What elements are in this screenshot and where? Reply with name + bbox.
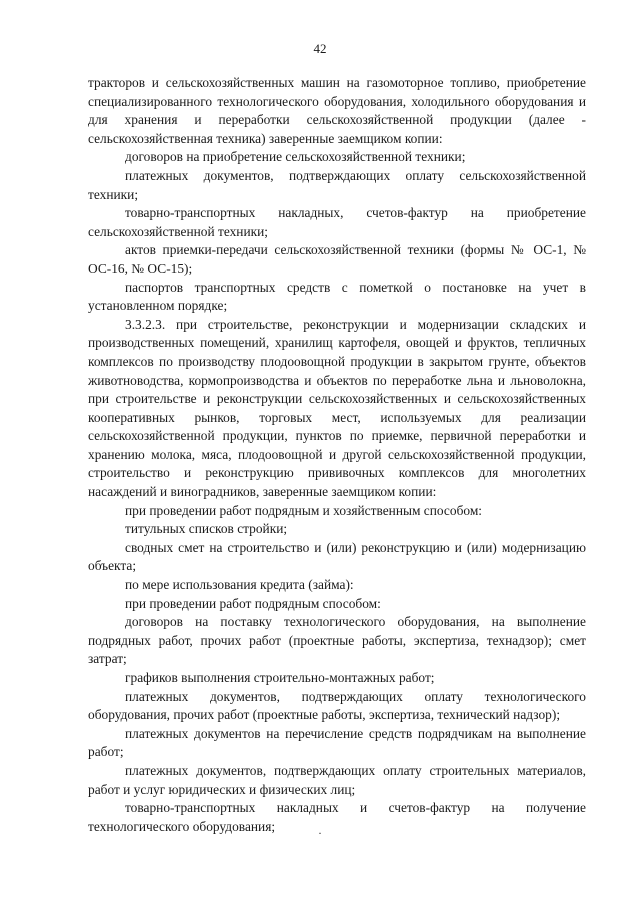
paragraph-waybills: товарно-транспортных накладных, счетов-фактур на приобретение сельскохозяйственной техники; bbox=[88, 205, 586, 239]
paragraph-acceptance-acts: актов приемки-передачи сельскохозяйственной техники (формы № ОС-1, № ОС-16, № ОС-15); bbox=[88, 242, 586, 276]
paragraph-work-schedules: графиков выполнения строительно-монтажных работ; bbox=[125, 670, 435, 685]
paragraph-materials-payments: платежных документов, подтверждающих оплату строительных материалов, работ и услуг юридических и физических лиц; bbox=[88, 762, 586, 797]
page-number: 42 bbox=[313, 41, 327, 56]
stray-mark: · bbox=[318, 826, 322, 840]
paragraph-contract-method: при проведении работ подрядным способом: bbox=[125, 595, 381, 611]
paragraph-contractor-transfers: платежных документов на перечисление средств подрядчикам на выполнение работ; bbox=[88, 725, 586, 760]
paragraph-equipment-payments: платежных документов, подтверждающих оплату технологического оборудования, прочих работ (проектные работы, экспертиза, технический надзор); bbox=[88, 688, 586, 723]
paragraph-loan-usage: по мере использования кредита (займа): bbox=[125, 577, 354, 593]
paragraph-supply-contracts: договоров на поставку технологического оборудования, на выполнение подрядных работ, прочих работ (проектные работы, экспертиза, технадзор); смет затрат; bbox=[88, 614, 586, 667]
paragraph-payment-docs: платежных документов, подтверждающих оплату сельскохозяйственной техники; bbox=[88, 167, 586, 202]
document-body bbox=[88, 74, 586, 836]
paragraph-vehicle-passports: паспортов транспортных средств с пометкой о постановке на учет в установленном порядке; bbox=[88, 279, 586, 314]
paragraph-intro: тракторов и сельскохозяйственных машин на газомоторное топливо, приобретение специализированного технологического оборудования, холодильного оборудования и для хранения и переработки сельскохозяйственной продукции (далее - сельскохозяйственная техника) заверенные заемщиком копии: bbox=[88, 75, 586, 146]
paragraph-summary-estimates: сводных смет на строительство и (или) реконструкцию и (или) модернизацию объекта; bbox=[88, 539, 586, 574]
paragraph-contract-and-own-method: при проведении работ подрядным и хозяйственным способом: bbox=[125, 502, 483, 518]
paragraph-contracts: договоров на приобретение сельскохозяйственной техники; bbox=[125, 149, 466, 165]
paragraph-section-3-3-2-3: 3.3.2.3. при строительстве, реконструкции и модернизации складских и производственных помещений, хранилищ картофеля, овощей и фруктов, тепличных комплексов по производству плодоовощной продукции в закрытом грунте, объектов животноводства, кормопроизводства и объектов по переработке льна и льноволокна, при строительстве и реконструкции сельскохозяйственных и сельскохозяйственных кооперативных рынков, торговых мест, используемых для реализации сельскохозяйственной продукции, пунктов по приемке, первичной переработки и хранению молока, мяса, плодоовощной и другой сельскохозяйственной продукции, строительство и реконструкцию прививочных комплексов для многолетних насаждений и виноградников, заверенные заемщиком копии: bbox=[88, 316, 586, 500]
paragraph-equipment-waybills: товарно-транспортных накладных и счетов-фактур на получение технологического оборудования; bbox=[88, 800, 586, 834]
paragraph-title-lists: титульных списков стройки; bbox=[125, 521, 288, 537]
